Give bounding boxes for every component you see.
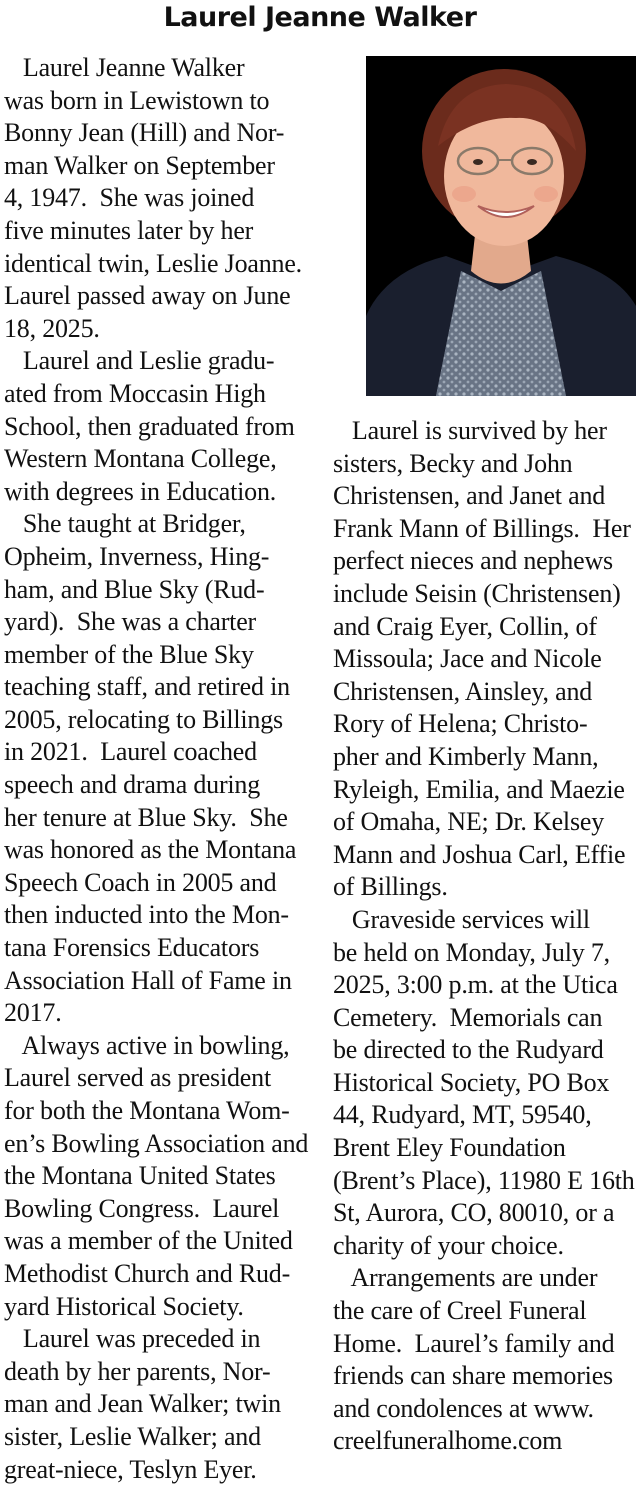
left-column-line: 18, 2025. [4, 313, 100, 343]
right-column-line: Frank Mann of Billings. Her [333, 513, 631, 543]
left-column-line: ham, and Blue Sky (Rud- [4, 574, 265, 604]
right-column-line: of Omaha, NE; Dr. Kelsey [333, 807, 605, 837]
right-column-line: Christensen, and Janet and [333, 481, 606, 511]
left-column-line: ated from Moccasin High [4, 378, 266, 408]
right-column-line: Cemetery. Memorials can [333, 1002, 603, 1032]
left-column-line: Methodist Church and Rud- [4, 1258, 291, 1288]
left-column-line: She taught at Bridger, [4, 509, 246, 539]
right-column-line: Ryleigh, Emilia, and Maezie [333, 774, 625, 804]
right-column-line: Historical Society, PO Box [333, 1067, 610, 1097]
left-column-line: Western Montana College, [4, 444, 277, 474]
right-column-line: pher and Kimberly Mann, [333, 741, 599, 771]
left-text-column [4, 52, 314, 1486]
right-column-line: St, Aurora, CO, 80010, or a [333, 1198, 615, 1228]
left-column-line: member of the Blue Sky [4, 639, 254, 669]
left-column-line: Laurel Jeanne Walker [4, 53, 245, 82]
left-column-line: then inducted into the Mon- [4, 900, 289, 930]
right-text-column [333, 415, 639, 1458]
left-column-line: yard). She was a charter [4, 607, 256, 637]
left-column-line: death by her parents, Nor- [4, 1356, 271, 1386]
right-column-line: charity of your choice. [333, 1230, 564, 1260]
right-column-line: Rory of Helena; Christo- [333, 709, 588, 739]
left-column-line: Speech Coach in 2005 and [4, 867, 277, 897]
left-column-line: Always active in bowling, [4, 1030, 290, 1060]
right-column-line: Missoula; Jace and Nicole [333, 644, 602, 674]
right-column-line: and condolences at www. [333, 1393, 594, 1423]
left-column-line: with degrees in Education. [4, 476, 277, 506]
left-column-line: was honored as the Montana [4, 835, 297, 865]
left-column-line: sister, Leslie Walker; and [4, 1421, 261, 1451]
left-column-line: Laurel passed away on June [4, 281, 291, 311]
right-column-line: be directed to the Rudyard [333, 1035, 604, 1065]
right-column-line: creelfuneralhome.com [333, 1426, 563, 1456]
left-column-line: Opheim, Inverness, Hing- [4, 541, 270, 571]
left-column-line: 2005, relocating to Billings [4, 704, 283, 734]
left-column-line: speech and drama during [4, 770, 261, 800]
right-column-line: Home. Laurel’s family and [333, 1328, 615, 1358]
right-column-line: perfect nieces and nephews [333, 546, 613, 576]
right-column-line: sisters, Becky and John [333, 448, 573, 478]
right-column-line: Arrangements are under [333, 1263, 598, 1293]
right-column-line: Graveside services will [333, 904, 590, 934]
left-column-line: man Walker on September [4, 150, 275, 180]
left-column-line: in 2021. Laurel coached [4, 737, 257, 767]
left-column-line: Association Hall of Fame in [4, 965, 292, 995]
right-column-line: the care of Creel Funeral [333, 1296, 587, 1326]
left-column-line: five minutes later by her [4, 215, 254, 245]
obituary-headline: Laurel Jeanne Walker [163, 2, 477, 33]
right-column-line: Christensen, Ainsley, and [333, 676, 593, 706]
left-column-line: Bowling Congress. Laurel [4, 1193, 280, 1223]
right-column-line: Mann and Joshua Carl, Effie [333, 839, 626, 869]
right-column-line: friends can share memories [333, 1361, 613, 1391]
left-column-line: tana Forensics Educators [4, 933, 260, 963]
left-column-line: identical twin, Leslie Joanne. [4, 248, 302, 278]
right-column-line: Brent Eley Foundation [333, 1133, 566, 1163]
left-column-line: Laurel served as president [4, 1063, 271, 1093]
right-column-line: 44, Rudyard, MT, 59540, [333, 1100, 592, 1130]
portrait-photo [366, 56, 636, 396]
left-column-line: teaching staff, and retired in [4, 672, 290, 702]
right-column-line: (Brent’s Place), 11980 E 16th [333, 1165, 635, 1195]
right-column-line: of Billings. [333, 872, 448, 902]
left-column-line: great-niece, Teslyn Eyer. [4, 1454, 257, 1484]
portrait-illustration [366, 56, 636, 396]
left-column-line: Bonny Jean (Hill) and Nor- [4, 118, 285, 148]
left-column-line: was a member of the United [4, 1226, 293, 1256]
right-column-line: 2025, 3:00 p.m. at the Utica [333, 970, 618, 1000]
right-column-line: be held on Monday, July 7, [333, 937, 610, 967]
right-column-line: and Craig Eyer, Collin, of [333, 611, 597, 641]
left-column-line: for both the Montana Wom- [4, 1096, 290, 1125]
left-column-line: 4, 1947. She was joined [4, 183, 255, 213]
right-column-line: Laurel is survived by her [333, 416, 607, 445]
left-column-line: yard Historical Society. [4, 1291, 244, 1321]
left-column-line: en’s Bowling Association and [4, 1128, 309, 1158]
left-column-line: the Montana United States [4, 1161, 276, 1191]
right-column-line: include Seisin (Christensen) [333, 578, 621, 608]
left-column-line: Laurel was preceded in [4, 1324, 261, 1354]
left-column-line: man and Jean Walker; twin [4, 1389, 281, 1419]
left-column-line: was born in Lewistown to [4, 85, 270, 115]
left-column-line: her tenure at Blue Sky. She [4, 802, 288, 832]
left-column-line: School, then graduated from [4, 411, 295, 441]
left-column-line: 2017. [4, 998, 62, 1028]
left-column-line: Laurel and Leslie gradu- [4, 346, 275, 376]
